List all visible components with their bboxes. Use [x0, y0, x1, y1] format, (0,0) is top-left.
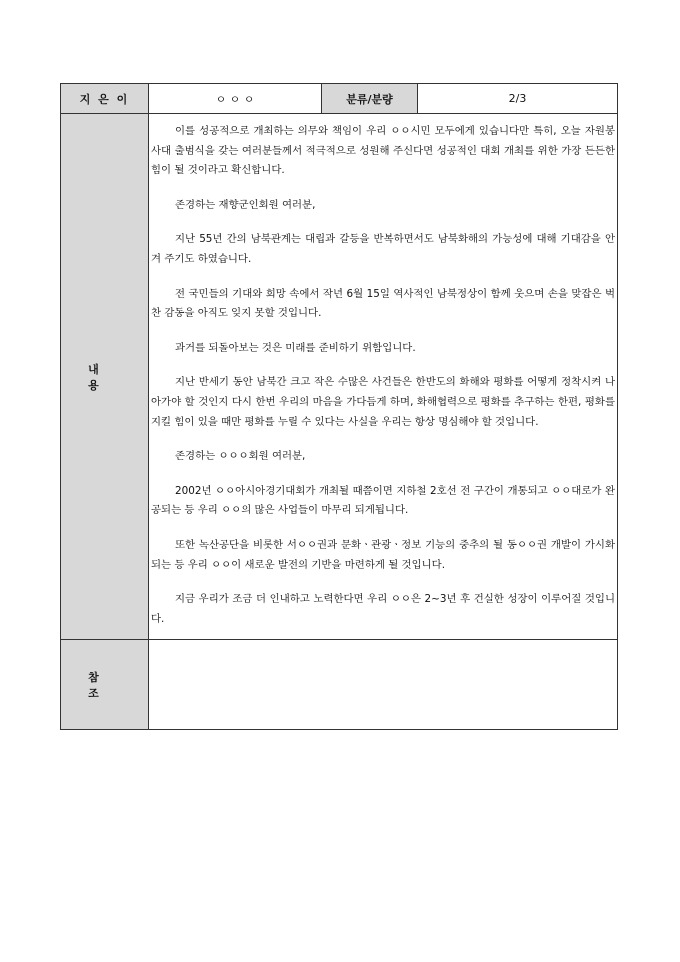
reference-body: [149, 640, 618, 730]
paragraph: 지난 반세기 동안 남북간 크고 작은 수많은 사건들은 한반도의 화해와 평화를 어떻게 정착시켜 나아가야 할 것인지 다시 한번 우리의 마음을 가다듬게 하며, 화해협력으로 평화를 추구하는 한편, 평화를 지킬 힘이 있을 때만 평화를 누릴 수 있다는 사실을 우리는 항상 명심해야 할 것입니다.: [151, 376, 615, 428]
content-row: [61, 114, 618, 640]
paragraph: 지금 우리가 조금 더 인내하고 노력한다면 우리 ㅇㅇ은 2~3년 후 건실한 성장이 이루어질 것입니다.: [151, 593, 615, 625]
content-label: 내 용: [61, 114, 149, 640]
category-value: 2/3: [418, 84, 618, 114]
paragraph: 2002년 ㅇㅇ아시아경기대회가 개최될 때쯤이면 지하철 2호선 전 구간이 개통되고 ㅇㅇ대로가 완공되는 등 우리 ㅇㅇ의 많은 사업들이 마무리 되게됩니다.: [151, 484, 615, 517]
content-body: [149, 114, 618, 640]
reference-label: 참 조: [61, 640, 149, 730]
category-label: 분류/분량: [322, 84, 418, 114]
paragraph: 또한 녹산공단을 비롯한 서ㅇㅇ권과 문화ㆍ관광ㆍ정보 기능의 중추의 될 동ㅇㅇ권 개발이 가시화되는 등 우리 ㅇㅇ이 새로운 발전의 기반을 마련하게 될 것입니다.: [151, 538, 615, 571]
author-label: 지 은 이: [61, 84, 149, 114]
author-value: ㅇ ㅇ ㅇ: [149, 84, 322, 114]
paragraph: 존경하는 재향군인회원 여러분,: [175, 198, 316, 211]
paragraph: 지난 55년 간의 남북관계는 대립과 갈등을 반복하면서도 남북화해의 가능성에 대해 기대감을 안겨 주기도 하였습니다.: [151, 233, 615, 265]
header-row: [61, 84, 618, 114]
paragraph: 과거를 되돌아보는 것은 미래를 준비하기 위함입니다.: [175, 341, 416, 354]
paragraph: 이를 성공적으로 개최하는 의무와 책임이 우리 ㅇㅇ시민 모두에게 있습니다만 특히, 오늘 자원봉사대 출범식을 갖는 여러분들께서 적극적으로 성원해 주신다면 성공적인 대회 개최를 위한 가장 든든한 힘이 될 것이라고 확신합니다.: [151, 125, 615, 177]
paragraph: 존경하는 ㅇㅇㅇ회원 여러분,: [175, 450, 306, 463]
document-form-table: [60, 83, 618, 730]
reference-row: [61, 640, 618, 730]
paragraph: 전 국민들의 기대와 희망 속에서 작년 6월 15일 역사적인 남북정상이 함께 웃으며 손을 맞잡은 벅찬 감동을 아직도 잊지 못할 것입니다.: [151, 287, 615, 320]
